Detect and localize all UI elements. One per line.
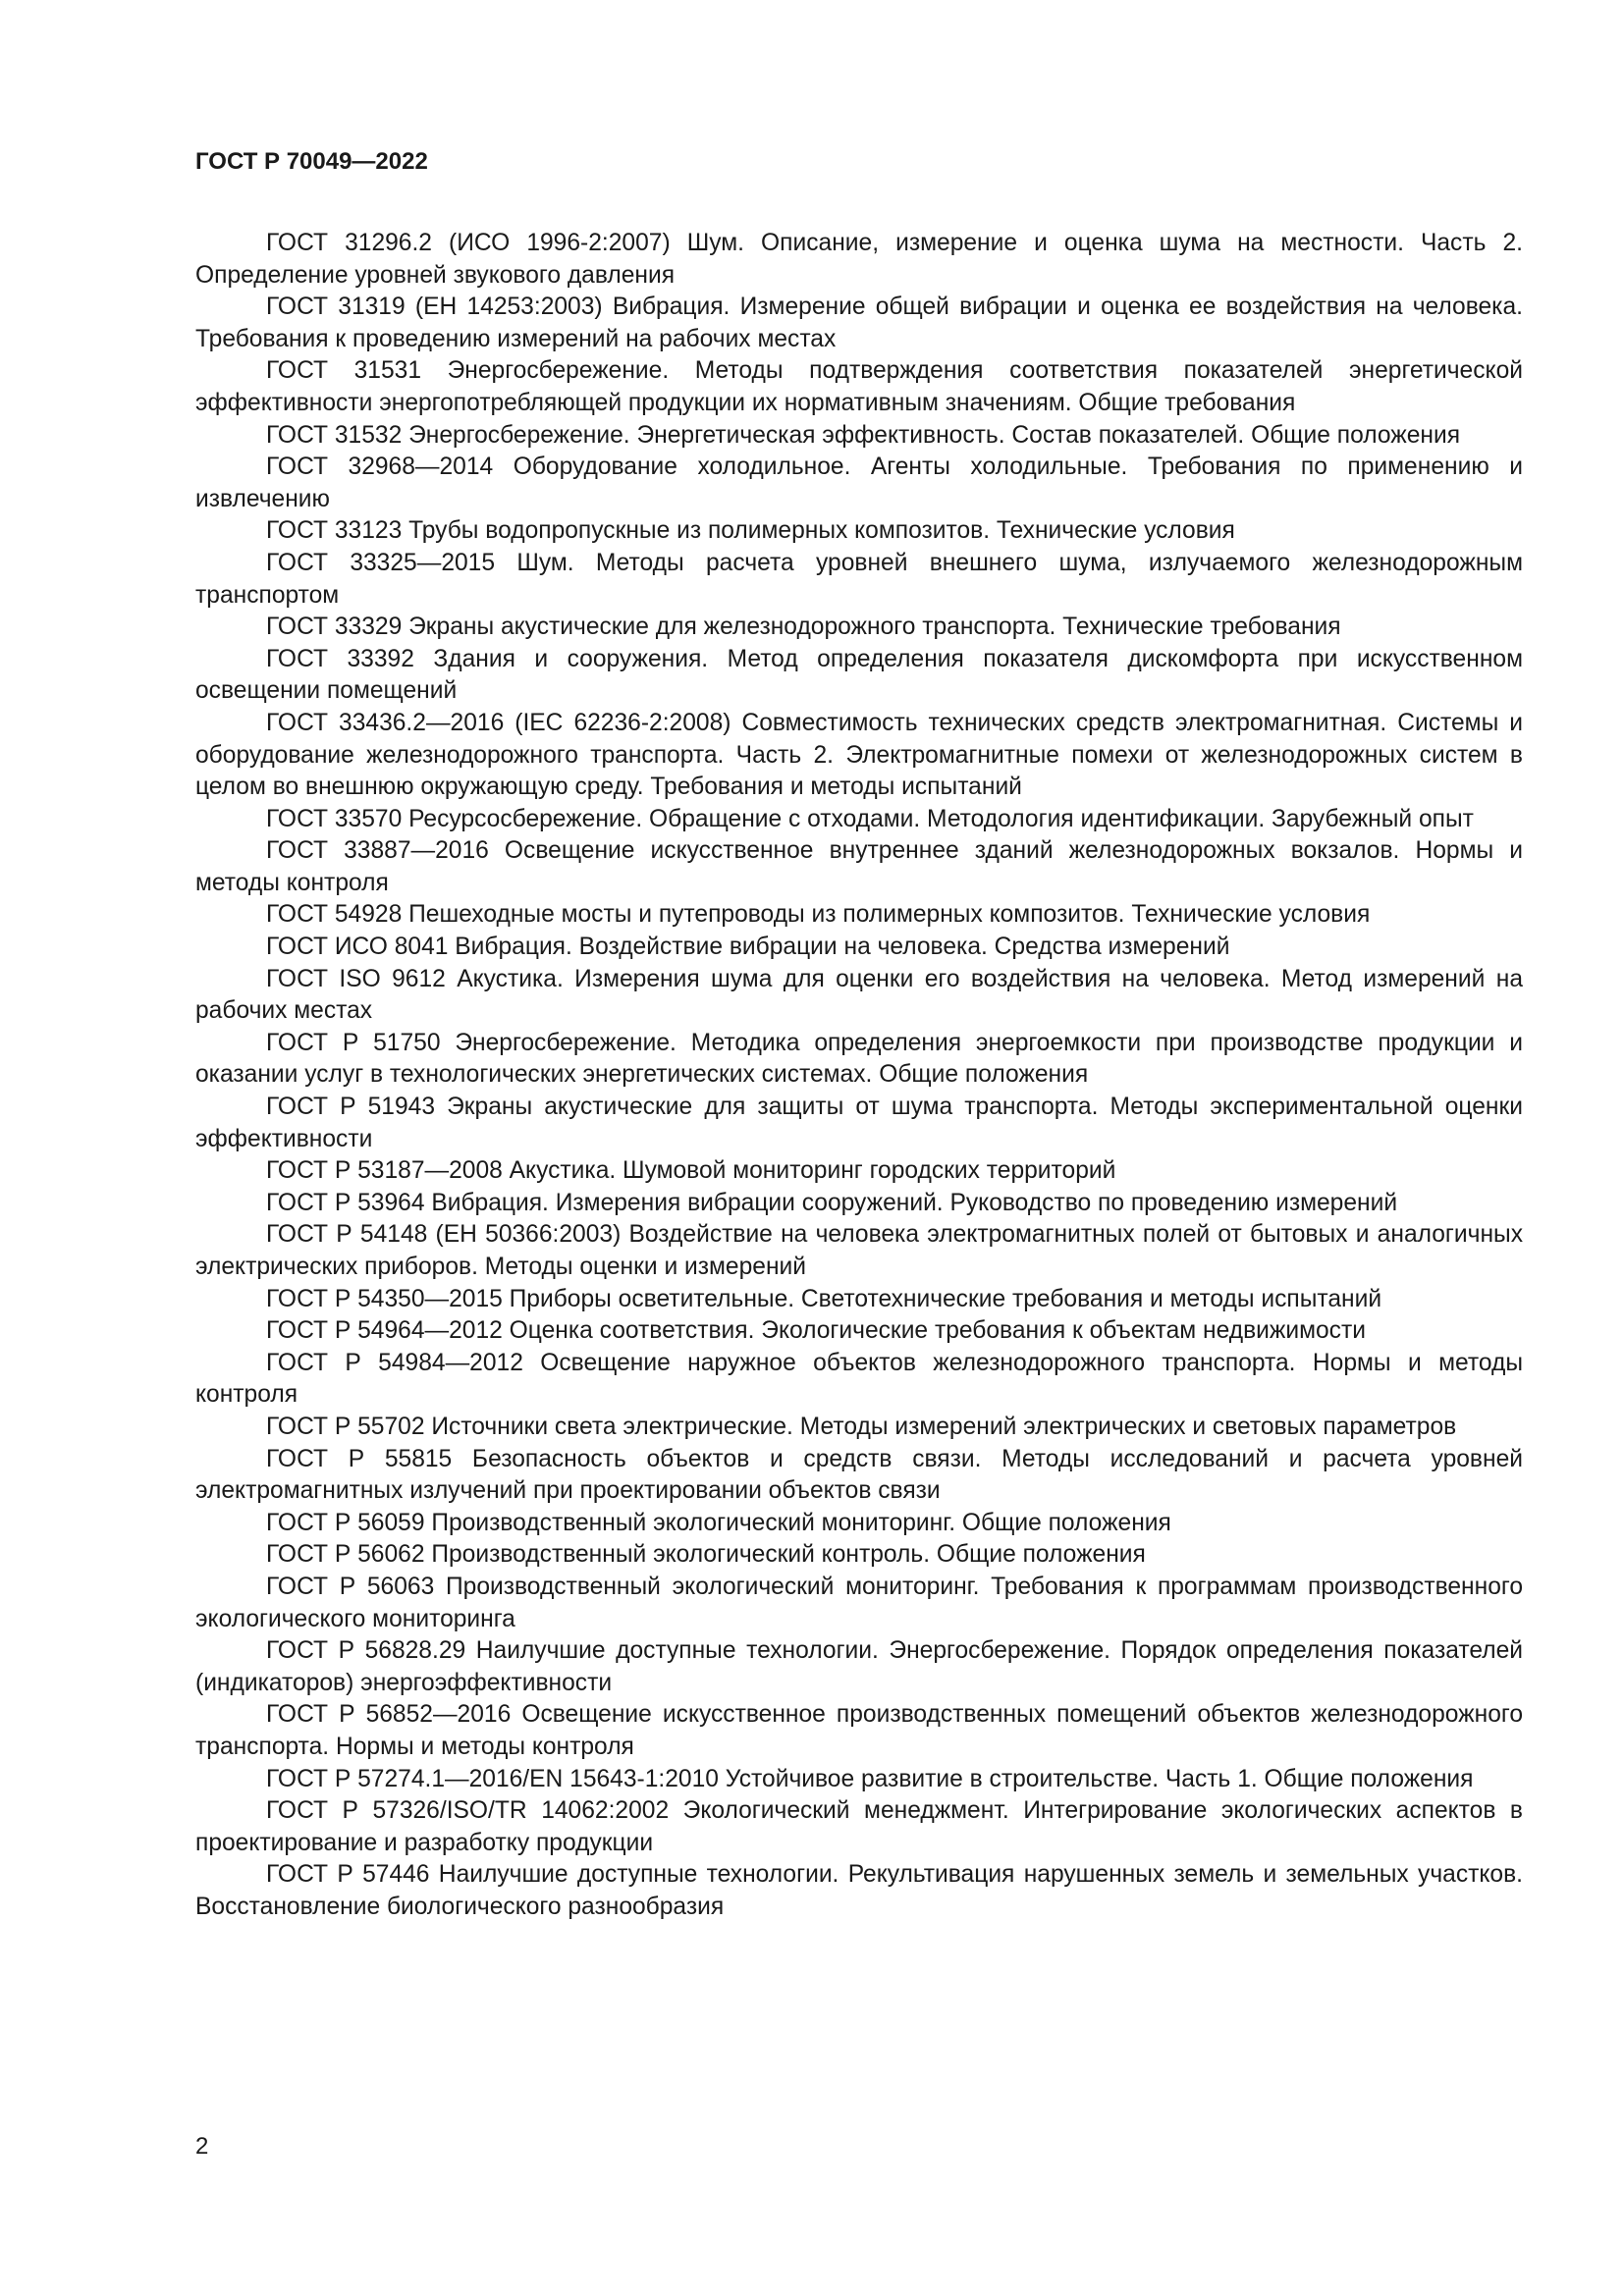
reference-item: ГОСТ ISO 9612 Акустика. Измерения шума для оценки его воздействия на человека. Метод измерений на рабочих местах — [195, 965, 1523, 1025]
reference-item: ГОСТ 33329 Экраны акустические для железнодорожного транспорта. Технические требования — [266, 614, 1341, 641]
reference-item: ГОСТ Р 57446 Наилучшие доступные технологии. Рекультивация нарушенных земель и земельных участков. Восстановление биологического разнообразия — [195, 1861, 1523, 1920]
reference-item: ГОСТ Р 57326/ISO/TR 14062:2002 Экологический менеджмент. Интегрирование экологических аспектов в проектирование и разработку продукции — [195, 1797, 1523, 1856]
reference-item: ГОСТ Р 56828.29 Наилучшие доступные технологии. Энергосбережение. Порядок определения показателей (индикаторов) энергоэффективности — [195, 1637, 1523, 1696]
reference-item: ГОСТ Р 56062 Производственный экологический контроль. Общие положения — [266, 1541, 1146, 1569]
reference-item: ГОСТ Р 51750 Энергосбережение. Методика определения энергоемкости при производстве продукции и оказании услуг в технологических энергетических системах. Общие положения — [195, 1029, 1523, 1089]
reference-item: ГОСТ Р 53187—2008 Акустика. Шумовой мониторинг городских территорий — [266, 1157, 1116, 1185]
reference-item: ГОСТ 33436.2—2016 (IEC 62236-2:2008) Совместимость технических средств электромагнитная. Системы и оборудование железнодорожного транспорта. Часть 2. Электромагнитные помехи от железнодорожных систем в целом во внешнюю окружающую среду. Требования и методы испытаний — [195, 709, 1523, 801]
reference-item: ГОСТ Р 54148 (ЕН 50366:2003) Воздействие на человека электромагнитных полей от бытовых и аналогичных электрических приборов. Методы оценки и измерений — [195, 1221, 1523, 1280]
reference-item: ГОСТ 54928 Пешеходные мосты и путепроводы из полимерных композитов. Технические условия — [266, 901, 1371, 929]
reference-item: ГОСТ 31532 Энергосбережение. Энергетическая эффективность. Состав показателей. Общие положения — [266, 421, 1461, 449]
reference-item: ГОСТ 33887—2016 Освещение искусственное внутреннее зданий железнодорожных вокзалов. Нормы и методы контроля — [195, 837, 1523, 896]
document-header-title: ГОСТ Р 70049—2022 — [195, 148, 428, 175]
reference-item: ГОСТ Р 54964—2012 Оценка соответствия. Экологические требования к объектам недвижимости — [266, 1317, 1366, 1345]
reference-item: ГОСТ 31296.2 (ИСО 1996-2:2007) Шум. Описание, измерение и оценка шума на местности. Часть 2. Определение уровней звукового давления — [195, 230, 1523, 289]
reference-item: ГОСТ 33325—2015 Шум. Методы расчета уровней внешнего шума, излучаемого железнодорожным транспортом — [195, 549, 1523, 609]
normative-references-list — [195, 228, 1523, 1923]
page-number: 2 — [195, 2133, 209, 2160]
reference-item: ГОСТ 31319 (ЕН 14253:2003) Вибрация. Измерение общей вибрации и оценка ее воздействия на человека. Требования к проведению измерений на рабочих местах — [195, 294, 1523, 352]
reference-item: ГОСТ 31531 Энергосбережение. Методы подтверждения соответствия показателей энергетической эффективности энергопотребляющей продукции их нормативным значениям. Общие требования — [195, 357, 1523, 416]
reference-item: ГОСТ ИСО 8041 Вибрация. Воздействие вибрации на человека. Средства измерений — [266, 934, 1230, 961]
reference-item: ГОСТ 33392 Здания и сооружения. Метод определения показателя дискомфорта при искусственном освещении помещений — [195, 645, 1523, 705]
reference-item: ГОСТ Р 55815 Безопасность объектов и средств связи. Методы исследований и расчета уровней электромагнитных излучений при проектировании объектов связи — [195, 1445, 1523, 1505]
reference-item: ГОСТ 32968—2014 Оборудование холодильное. Агенты холодильные. Требования по применению и извлечению — [195, 454, 1523, 512]
reference-item: ГОСТ Р 57274.1—2016/EN 15643-1:2010 Устойчивое развитие в строительстве. Часть 1. Общие положения — [266, 1765, 1474, 1792]
reference-item: ГОСТ Р 53964 Вибрация. Измерения вибрации сооружений. Руководство по проведению измерений — [266, 1189, 1398, 1216]
reference-item: ГОСТ Р 56063 Производственный экологический мониторинг. Требования к программам производственного экологического мониторинга — [195, 1573, 1523, 1632]
reference-item: ГОСТ 33123 Трубы водопропускные из полимерных композитов. Технические условия — [266, 517, 1235, 545]
reference-item: ГОСТ Р 56059 Производственный экологический мониторинг. Общие положения — [266, 1509, 1171, 1536]
reference-item: ГОСТ Р 55702 Источники света электрические. Методы измерений электрических и световых параметров — [266, 1413, 1457, 1440]
reference-item: ГОСТ Р 54984—2012 Освещение наружное объектов железнодорожного транспорта. Нормы и методы контроля — [195, 1349, 1523, 1409]
reference-item: ГОСТ Р 54350—2015 Приборы осветительные. Светотехнические требования и методы испытаний — [266, 1285, 1382, 1312]
reference-item: ГОСТ Р 51943 Экраны акустические для защиты от шума транспорта. Методы экспериментальной оценки эффективности — [195, 1094, 1523, 1152]
reference-item: ГОСТ Р 56852—2016 Освещение искусственное производственных помещений объектов железнодорожного транспорта. Нормы и методы контроля — [195, 1701, 1523, 1760]
reference-item: ГОСТ 33570 Ресурсосбережение. Обращение с отходами. Методология идентификации. Зарубежный опыт — [266, 805, 1474, 832]
